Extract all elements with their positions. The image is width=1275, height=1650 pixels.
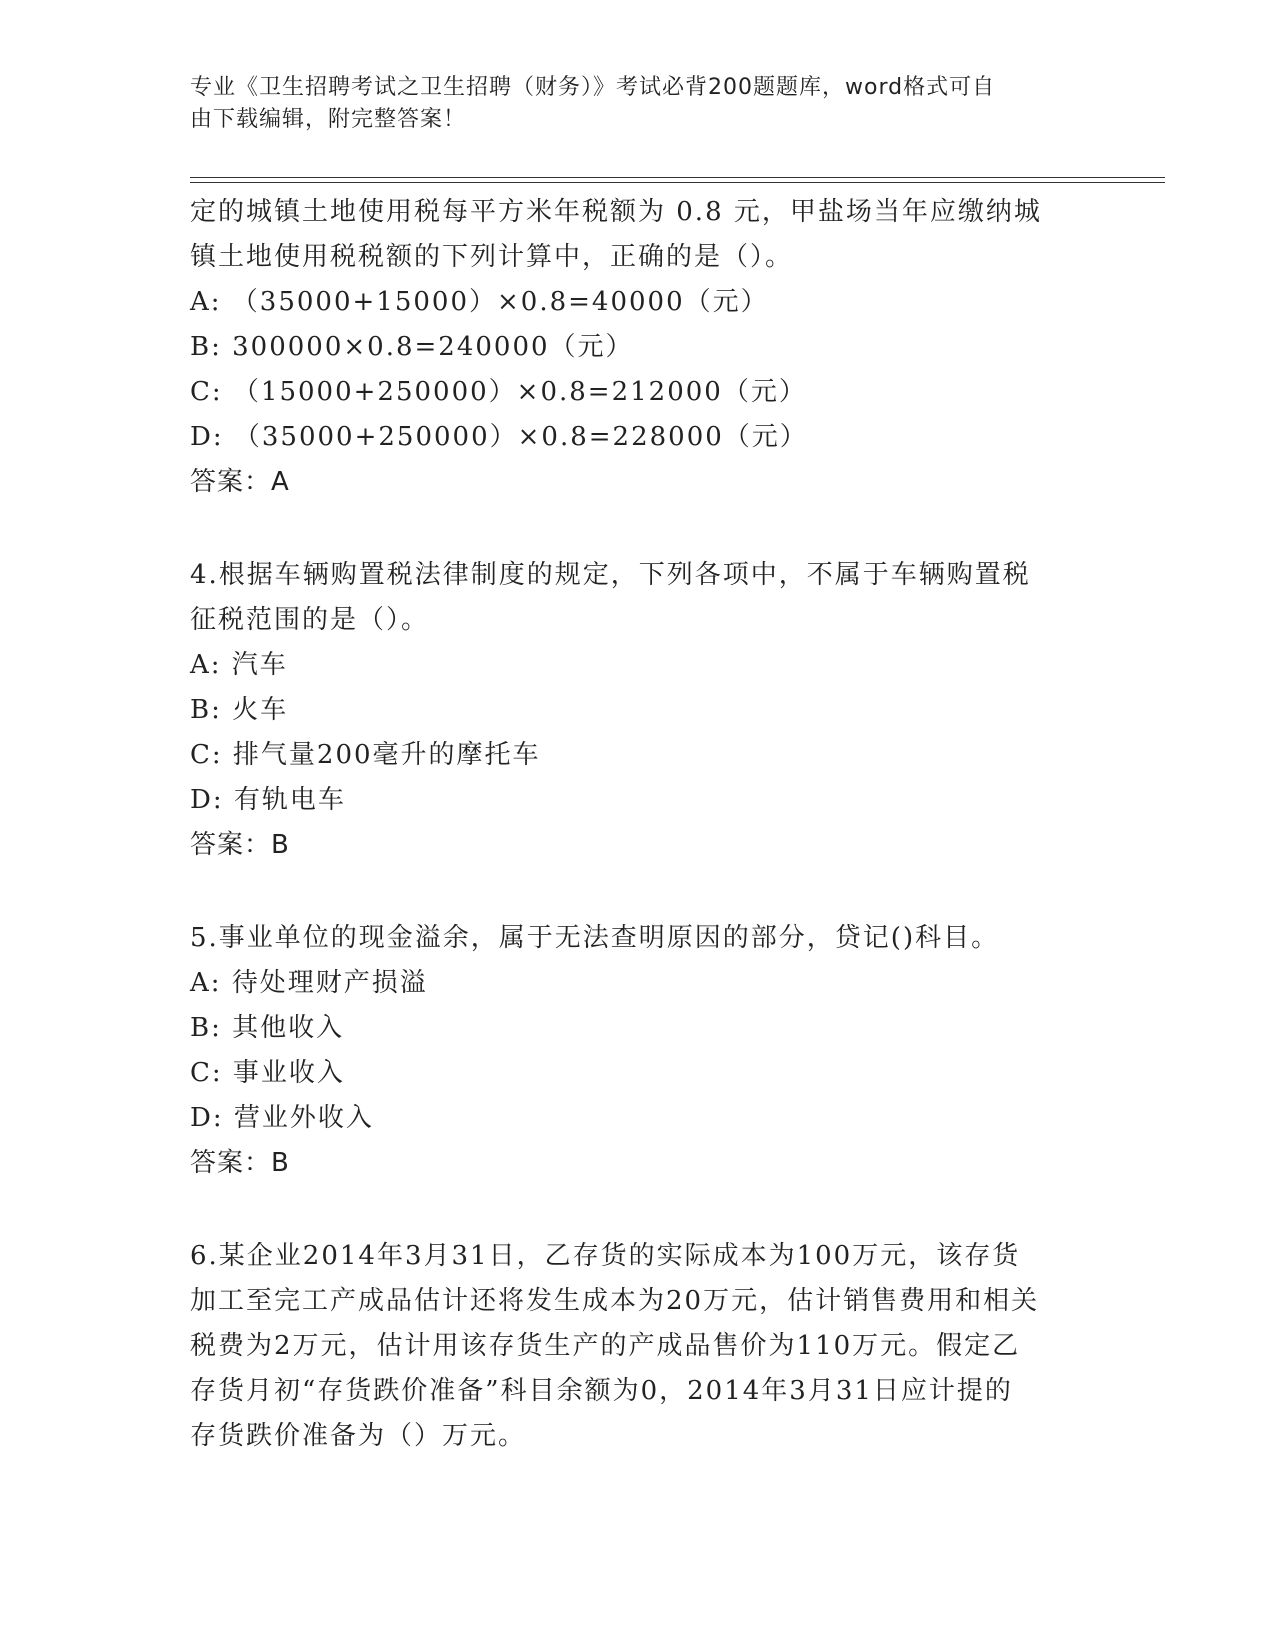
spacer	[190, 505, 1090, 553]
option-b: B: 其他收入	[190, 1013, 345, 1043]
question-5	[190, 916, 1090, 1186]
document-header	[190, 72, 1090, 136]
option-d: D: 营业外收入	[190, 1103, 374, 1133]
spacer	[190, 868, 1090, 916]
question-4	[190, 553, 1090, 868]
header-line-2: 由下载编辑，附完整答案！	[190, 107, 467, 132]
question-stem-line: 定的城镇土地使用税每平方米年税额为 0.8 元，甲盐场当年应缴纳城	[190, 197, 1042, 227]
option-b: B: 火车	[190, 695, 289, 725]
option-b: B: 300000×0.8=240000（元）	[190, 332, 634, 362]
header-divider-top	[190, 177, 1165, 178]
option-c: C: （15000+250000）×0.8=212000（元）	[190, 377, 807, 407]
answer-line: 答案：A	[190, 467, 290, 497]
question-stem-line: 镇土地使用税税额的下列计算中，正确的是（）。	[190, 242, 794, 272]
question-stem-line: 4.根据车辆购置税法律制度的规定，下列各项中，不属于车辆购置税	[190, 560, 1031, 590]
spacer	[190, 1186, 1090, 1234]
option-d: D: （35000+250000）×0.8=228000（元）	[190, 422, 808, 452]
option-c: C: 事业收入	[190, 1058, 345, 1088]
answer-line: 答案：B	[190, 1148, 290, 1178]
question-3	[190, 190, 1090, 505]
question-stem-line: 存货月初“存货跌价准备”科目余额为0，2014年3月31日应计提的	[190, 1376, 1013, 1406]
option-a: A: （35000+15000）×0.8=40000（元）	[190, 287, 769, 317]
question-stem-line: 税费为2万元，估计用该存货生产的产成品售价为110万元。假定乙	[190, 1331, 1021, 1361]
document-body	[190, 190, 1090, 1459]
option-a: A: 汽车	[190, 650, 288, 680]
answer-line: 答案：B	[190, 830, 290, 860]
question-6	[190, 1234, 1090, 1459]
question-stem-line: 征税范围的是（）。	[190, 605, 430, 635]
question-stem-line: 存货跌价准备为（）万元。	[190, 1421, 527, 1451]
header-divider-bottom	[190, 182, 1165, 183]
header-line-1: 专业《卫生招聘考试之卫生招聘（财务）》考试必背200题题库，word格式可自	[190, 75, 996, 100]
option-a: A: 待处理财产损溢	[190, 968, 428, 998]
option-d: D: 有轨电车	[190, 785, 346, 815]
question-stem-line: 加工至完工产成品估计还将发生成本为20万元，估计销售费用和相关	[190, 1286, 1040, 1316]
question-stem-line: 5.事业单位的现金溢余，属于无法查明原因的部分，贷记()科目。	[190, 923, 1000, 953]
option-c: C: 排气量200毫升的摩托车	[190, 740, 541, 770]
question-stem-line: 6.某企业2014年3月31日，乙存货的实际成本为100万元，该存货	[190, 1241, 1021, 1271]
